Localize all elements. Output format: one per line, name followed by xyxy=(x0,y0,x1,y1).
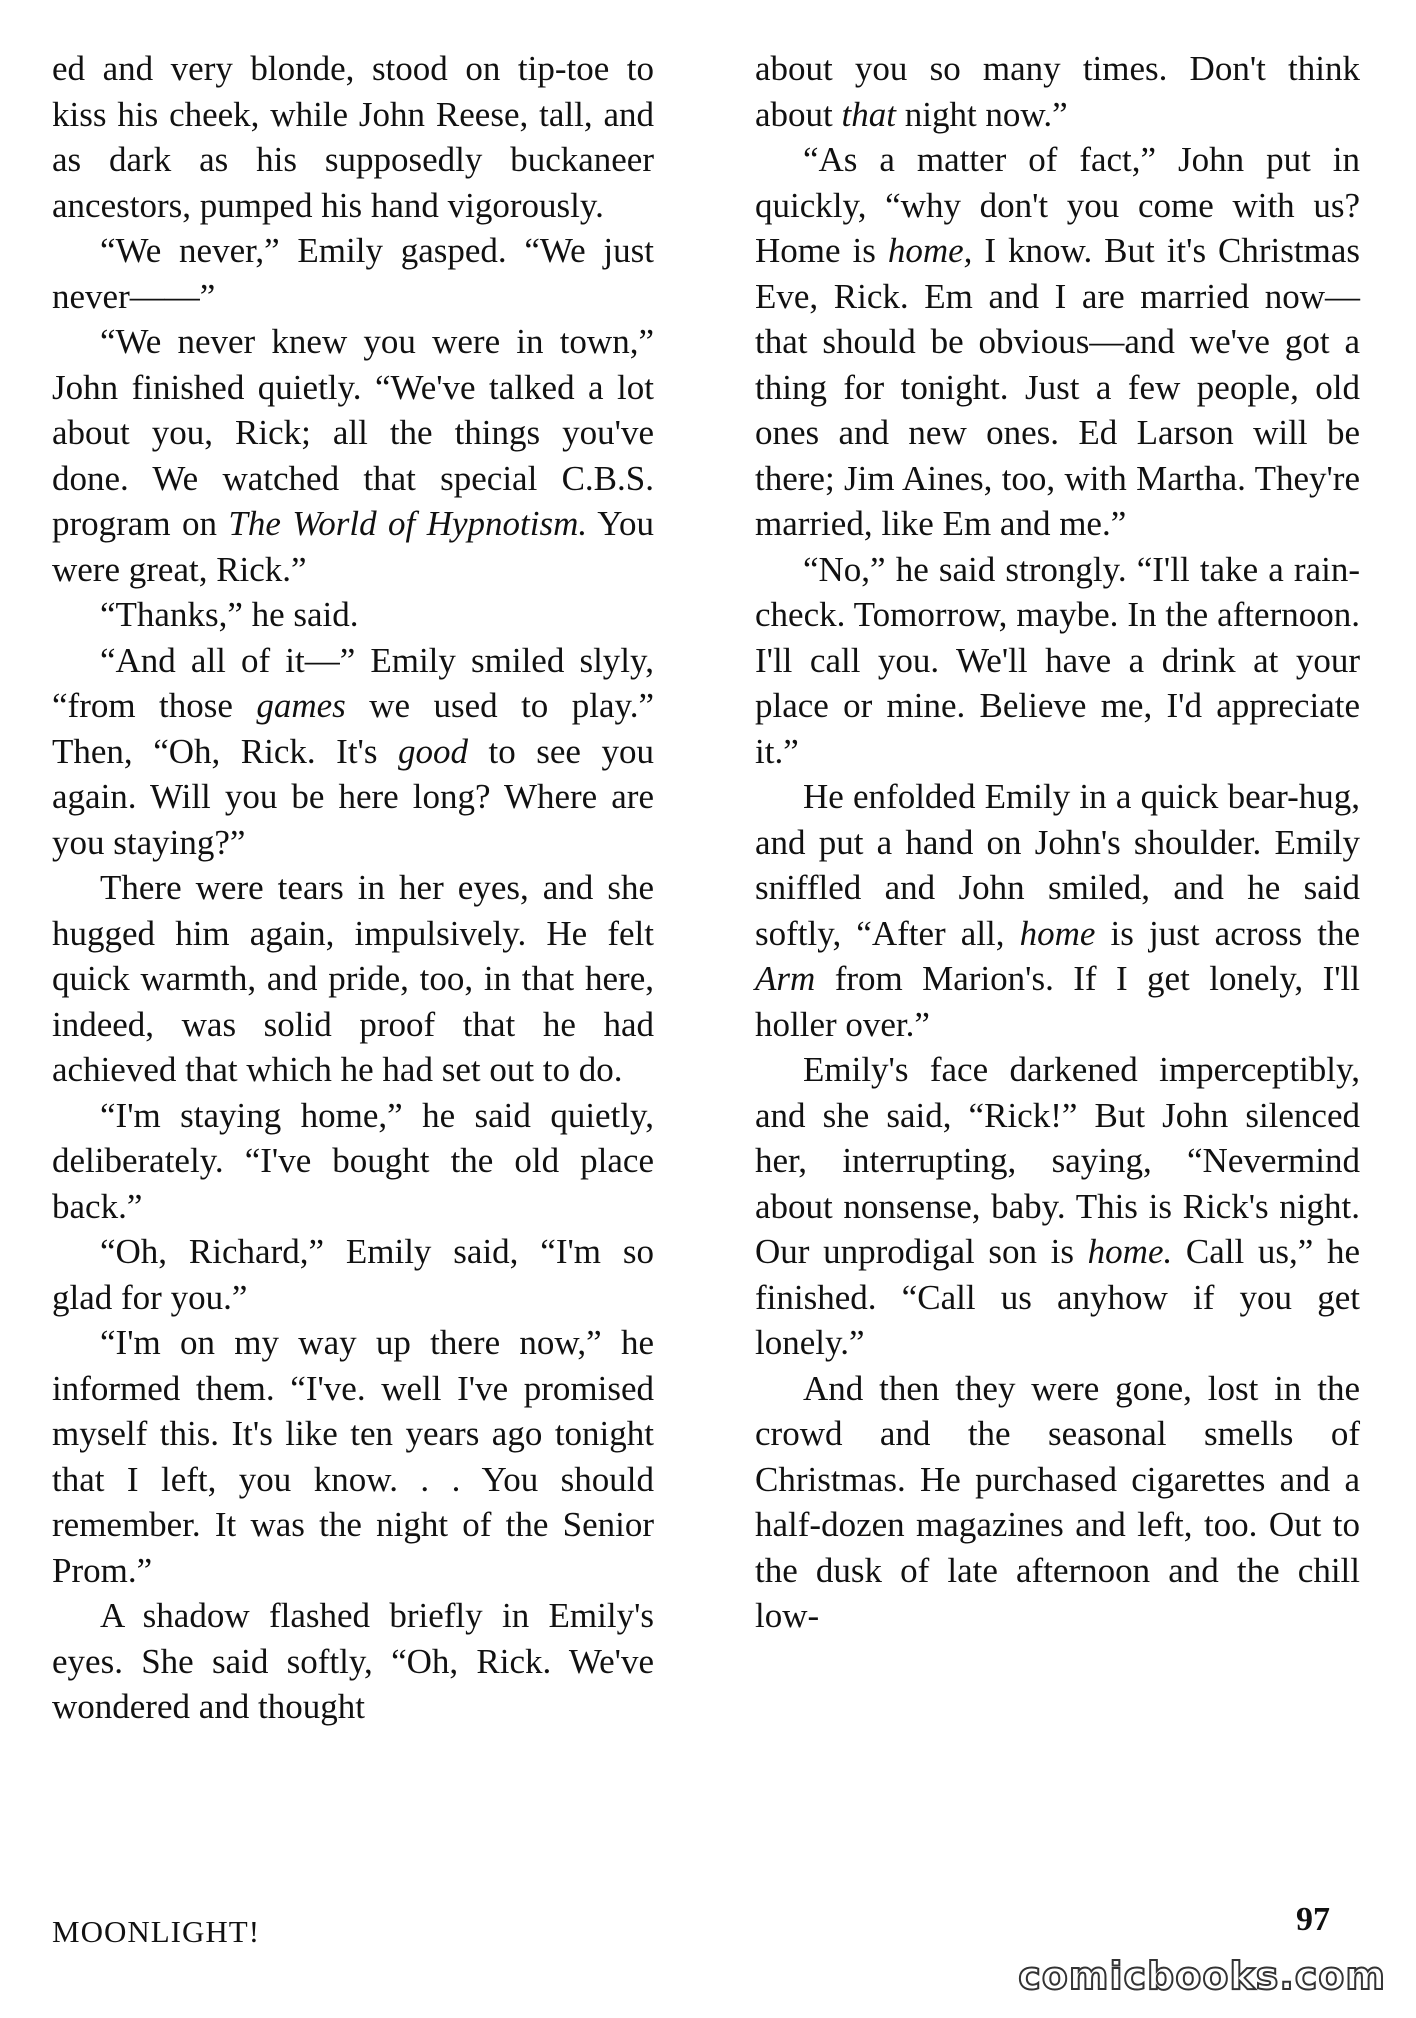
italic-text: The World of Hypnotism. xyxy=(228,504,588,543)
running-title: MOONLIGHT! xyxy=(52,1914,261,1949)
italic-text: that xyxy=(841,94,896,134)
paragraph-p3 xyxy=(52,319,654,592)
italic-text: games xyxy=(256,686,346,725)
text-run: “And all of it—” Emily smiled slyly, “from those xyxy=(52,640,654,725)
paragraph-p15 xyxy=(755,1047,1360,1366)
right-text-column xyxy=(755,46,1360,1639)
text-run: “No,” he said strongly. “I'll take a rain-check. Tomorrow, maybe. In the afternoon. I'll call you. We'll have a drink at your place or mine. Believe me, I'd appreciate it.” xyxy=(755,549,1360,771)
text-run: You were great, Rick.” xyxy=(52,504,655,589)
text-run: I know. But it's Christmas Eve, Rick. Em and I are married now—that should be obvious—and we've got a thing for tonight. Just a few people, old ones and new ones. Ed Larson will be there; Jim Aines, too, with Martha. They're married, like Em and me.” xyxy=(755,231,1360,543)
italic-text: home xyxy=(1019,913,1096,953)
paragraph-p8 xyxy=(52,1229,654,1320)
paragraph-p12 xyxy=(755,137,1360,547)
paragraph-p1 xyxy=(52,46,654,228)
text-run: And then they were gone, lost in the crowd and the seasonal smells of Christmas. He purchased cigarettes and a half-dozen magazines and left, too. Out to the dusk of late afternoon and the chill low- xyxy=(755,1368,1360,1635)
paragraph-p5 xyxy=(52,638,654,866)
paragraph-p9 xyxy=(52,1320,654,1593)
text-run: “I'm staying home,” he said quietly, deliberately. “I've bought the old place back.” xyxy=(52,1095,654,1226)
paragraph-p10 xyxy=(52,1593,654,1730)
text-run: is just across the xyxy=(1095,913,1360,953)
left-text-column xyxy=(52,46,654,1730)
text-run: “I'm on my way up there now,” he informed them. “I've. well I've promised myself this. It's like ten years ago tonight that I left, you know. . . You should remember. It was the night of the Senior Prom.” xyxy=(52,1323,654,1590)
paragraph-p4 xyxy=(52,592,654,638)
page-number: 97 xyxy=(1296,1901,1330,1938)
text-run: about you so many times. Don't think about xyxy=(755,49,1360,134)
paragraph-p7 xyxy=(52,1093,654,1230)
text-run: ed and very blonde, stood on tip-toe to kiss his cheek, while John Reese, tall, and as dark as his supposedly buckaneer ancestors, pumped his hand vigorously. xyxy=(52,49,654,225)
italic-text: good xyxy=(398,731,468,771)
paragraph-p2 xyxy=(52,228,654,319)
text-run: He enfolded Emily in a quick bear-hug, and put a hand on John's shoulder. Emily sniffled and John smiled, and he said softly, “After all, xyxy=(755,777,1360,953)
text-run: “Thanks,” he said. xyxy=(100,595,359,634)
watermark-logo: comicbooks.com xyxy=(1018,1954,1386,1998)
paragraph-p13 xyxy=(755,547,1360,775)
paragraph-p11 xyxy=(755,46,1360,137)
text-run: we used to play.” Then, “Oh, Rick. It's xyxy=(52,686,655,771)
text-run: “We never knew you were in town,” John finished quietly. “We've talked a lot about you, Rick; all the things you've done. We watched that special C.B.S. program on xyxy=(52,322,654,543)
text-run: to see you again. Will you be here long? Where are you staying?” xyxy=(52,731,654,862)
paragraph-p16 xyxy=(755,1366,1360,1639)
italic-text: home, xyxy=(887,231,973,270)
text-run: “We never,” Emily gasped. “We just never——” xyxy=(52,231,654,316)
text-run: from Marion's. If I get lonely, I'll holler over.” xyxy=(755,959,1360,1044)
paragraph-p6 xyxy=(52,865,654,1093)
italic-text: Arm xyxy=(755,959,816,998)
text-run: There were tears in her eyes, and she hugged him again, impulsively. He felt quick warmth, and pride, too, in that here, indeed, was solid proof that he had achieved that which he had set out to do. xyxy=(52,868,654,1089)
paragraph-p14 xyxy=(755,774,1360,1047)
text-run: “Oh, Richard,” Emily said, “I'm so glad for you.” xyxy=(52,1232,654,1317)
text-run: “As a matter of fact,” John put in quickly, “why don't you come with us? Home is xyxy=(755,140,1360,270)
text-run: Emily's face darkened imperceptibly, and she said, “Rick!” But John silenced her, interrupting, saying, “Nevermind about nonsense, baby. This is Rick's night. Our unprodigal son is xyxy=(755,1050,1360,1271)
text-run: Call us,” he finished. “Call us anyhow if you get lonely.” xyxy=(755,1232,1360,1362)
italic-text: home. xyxy=(1087,1232,1173,1271)
text-run: night now.” xyxy=(895,94,1068,134)
text-run: A shadow flashed briefly in Emily's eyes. She said softly, “Oh, Rick. We've wondered and thought xyxy=(52,1596,654,1726)
